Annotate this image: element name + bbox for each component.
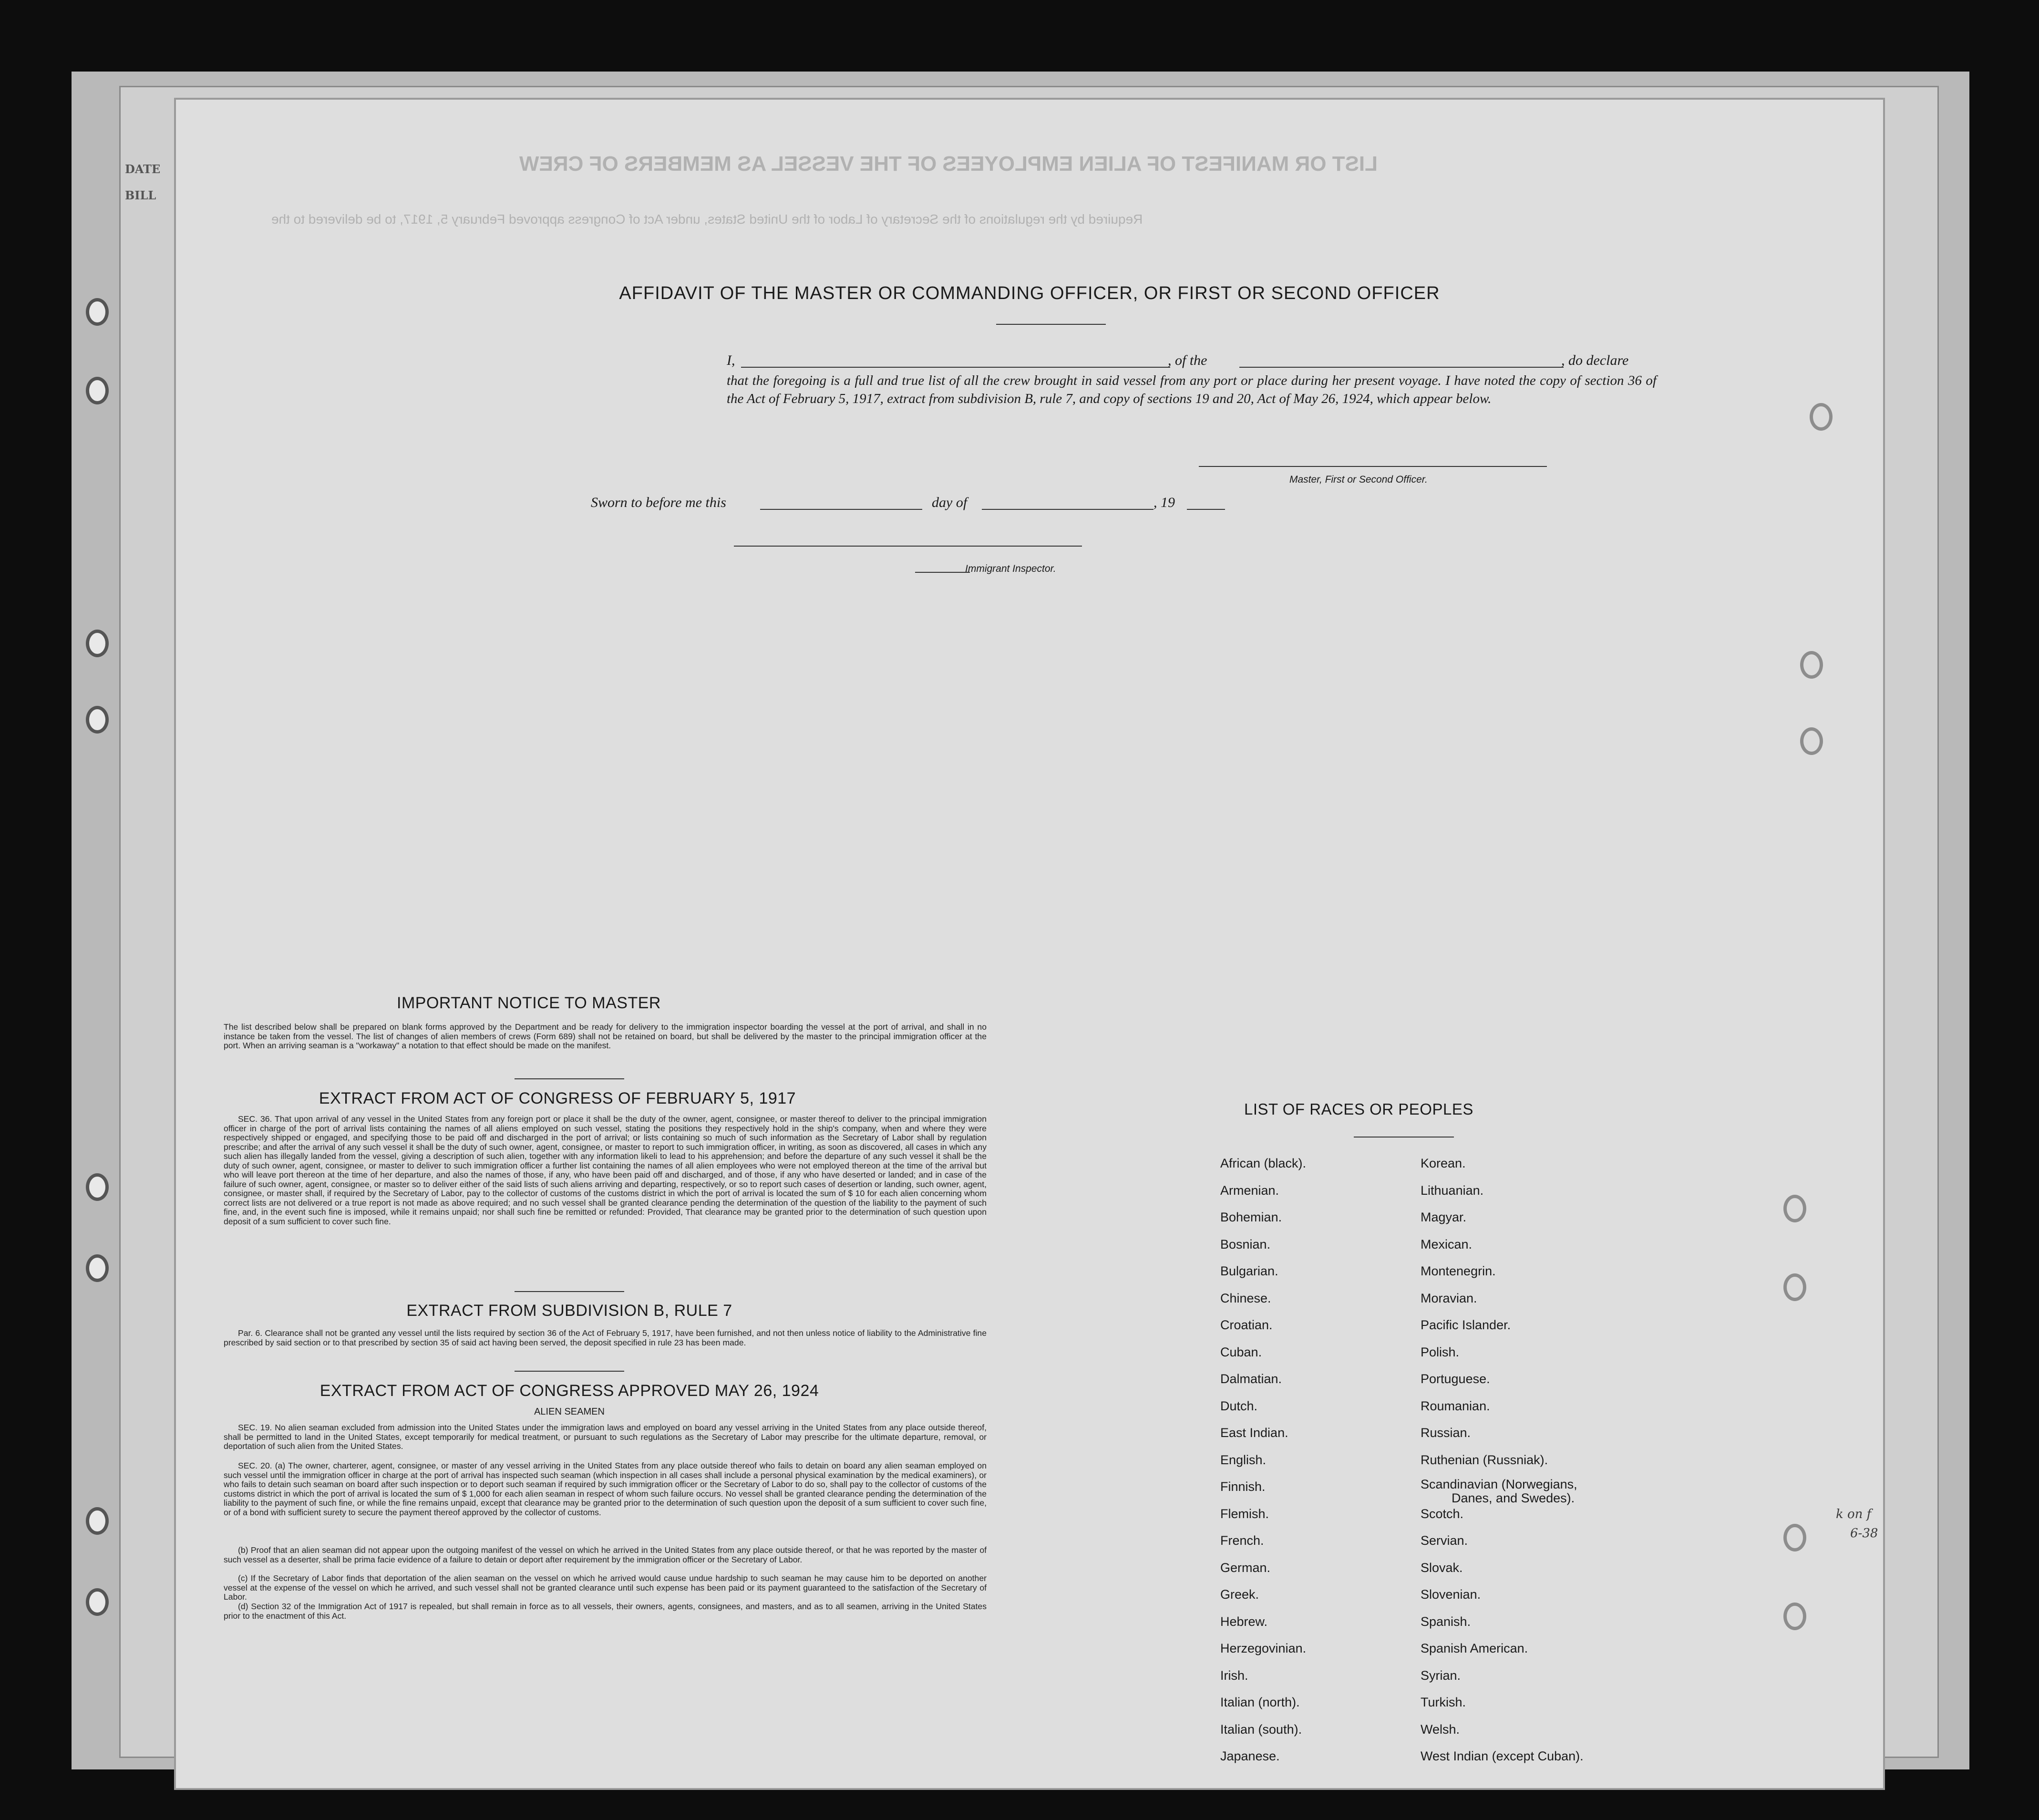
sworn-year-field[interactable] [1187, 509, 1225, 510]
race-item: Finnish. [1220, 1479, 1266, 1494]
race-item: West Indian (except Cuban). [1421, 1749, 1584, 1763]
binder-hole [1783, 1603, 1806, 1630]
race-item-continuation: Danes, and Swedes). [1452, 1491, 1575, 1505]
race-item: Italian (south). [1220, 1722, 1302, 1737]
race-item: Greek. [1220, 1587, 1259, 1602]
binder-hole [86, 706, 109, 734]
race-item: Dalmatian. [1220, 1372, 1282, 1386]
race-item: Roumanian. [1421, 1399, 1490, 1413]
extract-1917-title: EXTRACT FROM ACT OF CONGRESS OF FEBRUARY 5, 1917 [319, 1089, 796, 1107]
binder-hole [1810, 403, 1833, 431]
race-item: Portuguese. [1421, 1372, 1490, 1386]
race-item: Scotch. [1421, 1507, 1464, 1521]
inspector-dash [915, 572, 970, 573]
race-item: Slovak. [1421, 1561, 1463, 1575]
race-item: English. [1220, 1453, 1267, 1467]
left-tab-date: DATE [125, 162, 161, 176]
race-item: Servian. [1421, 1533, 1468, 1548]
race-item: Montenegrin. [1421, 1264, 1496, 1278]
sec-20c-text: (c) If the Secretary of Labor finds that deportation of the alien seaman on the vessel on which he arrived would cause undue hardship to such seaman he may cause him to be deported on another vessel at the expense of the vessel on which he arrived, and such vessel shall not be granted clearance until such expense has been paid or its payment guaranteed to the satisfaction of the Secretary of Labor. [224, 1573, 987, 1602]
extract-1917-divider [515, 1291, 624, 1292]
binder-hole [86, 1588, 109, 1616]
affidavit-page [174, 98, 1885, 1790]
master-signature-label: Master, First or Second Officer. [1289, 474, 1428, 485]
inspector-label: Immigrant Inspector. [965, 563, 1056, 574]
extract-rule7-title: EXTRACT FROM SUBDIVISION B, RULE 7 [406, 1302, 732, 1320]
race-item: Turkish. [1421, 1695, 1466, 1709]
binder-hole [86, 630, 109, 657]
binder-hole [86, 1254, 109, 1282]
left-tab-bill: BILL [125, 188, 156, 202]
race-item: Lithuanian. [1421, 1183, 1484, 1198]
bleed-through-subheader: Required by the regulations of the Secretary of Labor of the United States, under Act of Congress approved February 5, 1917, to be delivered to the [271, 212, 1143, 227]
race-item: Japanese. [1220, 1749, 1280, 1763]
race-item: Moravian. [1421, 1291, 1477, 1305]
race-item: Magyar. [1421, 1210, 1467, 1224]
year-prefix: , 19 [1153, 495, 1175, 510]
races-divider [1354, 1137, 1454, 1138]
race-item: French. [1220, 1533, 1264, 1548]
race-item: Ruthenian (Russniak). [1421, 1453, 1548, 1467]
race-item: Pacific Islander. [1421, 1318, 1511, 1332]
vessel-name-field[interactable] [1239, 367, 1564, 368]
binder-hole [1800, 651, 1823, 679]
binder-hole [1783, 1273, 1806, 1301]
races-title: LIST OF RACES OR PEOPLES [1244, 1100, 1473, 1118]
race-item: Russian. [1421, 1426, 1471, 1440]
sworn-day-field[interactable] [760, 509, 922, 510]
race-item: Dutch. [1220, 1399, 1258, 1413]
race-item: Spanish American. [1421, 1641, 1528, 1655]
race-item: Slovenian. [1421, 1587, 1481, 1602]
notice-title: IMPORTANT NOTICE TO MASTER [397, 994, 661, 1012]
day-of-text: day of [932, 495, 968, 510]
extract-rule7-divider [515, 1371, 624, 1372]
notice-divider [515, 1078, 624, 1079]
race-item: Scandinavian (Norwegians, [1421, 1477, 1577, 1491]
race-item: Flemish. [1220, 1507, 1269, 1521]
race-item: Mexican. [1421, 1237, 1473, 1251]
sec-20d-text: (d) Section 32 of the Immigration Act of 1917 is repealed, but shall remain in force as to all vessels, their owners, agents, consignees, and masters, and as to all seamen, arriving in the United States prior to the enactment of this Act. [224, 1602, 987, 1621]
race-item: East Indian. [1220, 1426, 1288, 1440]
binder-hole [86, 377, 109, 404]
extract-1917-body: SEC. 36. That upon arrival of any vessel in the United States from any foreign port or place it shall be the duty of the owner, agent, consignee, or master thereof to deliver to the principal immigration officer in charge of the port of arrival lists containing the names of all aliens employed on such vessel, stating the positions they respectively hold in the ship's company, when and where they were respectively shipped or engaged, and specifying those to be paid off and discharged in the port of arrival; or lists containing so much of such information as the Secretary of Labor shall by regulation prescribe; and after the arrival of any such vessel it shall be the duty of such owner, agent, consignee, or master to report to such immigration officer, in writing, as soon as discovered, all cases in which any such alien has illegally landed from the vessel, giving a description of such alien, together with any information likeli to lead to his apprehension; and before the departure of any such vessel it shall be the duty of such owner, agent, consignee, or master to deliver to such immigration officer a further list containing the names of all alien employees who were not employed thereon at the time of the arrival but who will leave port thereon at the time of her departure, and also the names of those, if any, who have been paid off and discharged, and of those, if any who have deserted or landed; and in case of the failure of such owner, agent, consignee, or master so to deliver either of the said lists of such aliens arriving and departing, respectively, or so to report such cases of desertion or landing, such owner, agent, consignee, or master shall, if required by the Secretary of Labor, pay to the collector of customs of the customs district in which the port of arrival is located the sum of $ 10 for each alien concerning whom correct lists are not delivered or a true report is not made as above required; and no such vessel shall be granted clearance pending the determination of the question of the liability to the payment of such fine, and, in the event such fine is imposed, while it remains unpaid; nor shall such fine be remitted or refunded: Provided, That clearance may be granted prior to the determination of such question upon deposit of a sum sufficient to cover such fine. [224, 1114, 987, 1226]
race-item: Armenian. [1220, 1183, 1279, 1198]
extract-rule7-body: Par. 6. Clearance shall not be granted any vessel until the lists required by section 36 of the Act of February 5, 1917, have been furnished, and not then unless notice of liability to the Administrative fine prescribed by said section or to that prescribed by section 35 of said act having been served, the deposit specified in rule 23 has been made. [224, 1328, 987, 1347]
race-item: Italian (north). [1220, 1695, 1300, 1709]
extract-1924-subtitle: ALIEN SEAMEN [534, 1406, 605, 1417]
race-item: Hebrew. [1220, 1614, 1268, 1629]
inspector-signature-line[interactable] [734, 546, 1082, 547]
sec-19-text: SEC. 19. No alien seaman excluded from admission into the United States under the immigration laws and employed on board any vessel arriving in the United States from any place outside thereof, shall be permitted to land in the United States, except temporarily for medical treatment, or pursuant to such regulations as the Secretary of Labor may prescribe for the ultimate departure, removal, or deportation of such alien from the United States. [224, 1423, 987, 1451]
race-item: Bulgarian. [1220, 1264, 1278, 1278]
sworn-month-field[interactable] [982, 509, 1153, 510]
race-item: Chinese. [1220, 1291, 1271, 1305]
declaration-text: that the foregoing is a full and true list of all the crew brought in said vessel from any port or place during her present voyage. I have noted the copy of section 36 of the Act of February 5, 1917, extract from subdivision B, rule 7, and copy of sections 19 and 20, Act of May 26, 1924, which appear below. [727, 373, 1657, 406]
race-item: Polish. [1421, 1345, 1460, 1359]
notice-body: The list described below shall be prepared on blank forms approved by the Department and be ready for delivery to the immigration inspector boarding the vessel at the port of arrival, and shall in no instance be taken from the vessel. The list of changes of alien members of crews (Form 689) shall not be retained on board, but shall be delivered by the master to the principal immigration officer at the port. When an arriving seaman is a "workaway" a notation to that effect should be made on the manifest. [224, 1022, 987, 1050]
binder-hole [1800, 727, 1823, 755]
declarant-name-field[interactable] [741, 367, 1170, 368]
handwritten-note: k on f [1836, 1507, 1872, 1521]
race-item: Spanish. [1421, 1614, 1471, 1629]
race-item: Bohemian. [1220, 1210, 1282, 1224]
binder-hole [86, 298, 109, 326]
race-item: Korean. [1421, 1156, 1466, 1170]
extract-1924-title: EXTRACT FROM ACT OF CONGRESS APPROVED MAY 26, 1924 [319, 1382, 819, 1400]
binder-hole [1783, 1195, 1806, 1222]
race-item: Welsh. [1421, 1722, 1460, 1737]
declarant-prefix: I, [727, 352, 735, 368]
race-item: Croatian. [1220, 1318, 1273, 1332]
race-item: Syrian. [1421, 1668, 1461, 1683]
affidavit-title: AFFIDAVIT OF THE MASTER OR COMMANDING OFFICER, OR FIRST OR SECOND OFFICER [619, 283, 1440, 303]
race-item: Bosnian. [1220, 1237, 1271, 1251]
binder-hole [86, 1507, 109, 1535]
race-item: Herzegovinian. [1220, 1641, 1307, 1655]
do-declare-text: , do declare [1561, 352, 1629, 368]
master-signature-line[interactable] [1199, 466, 1547, 467]
handwritten-note: 6-38 [1850, 1526, 1878, 1541]
sworn-text: Sworn to before me this [591, 495, 726, 510]
sec-20a-text: SEC. 20. (a) The owner, charterer, agent, consignee, or master of any vessel arriving in the United States from any place outside thereof who fails to detain on board any alien seaman employed on such vessel until the immigration officer in charge at the port of arrival has inspected such seaman (which inspection in all cases shall include a personal physical examination by the medical examiners), or who fails to detain such seaman on board after such inspection or to deport such seaman if required by such immigration officer or the Secretary of Labor to do so, shall pay to the collector of customs of the customs district in which the port of arrival is located the sum of $ 1,000 for each alien seaman in respect of whom such failure occurs. No vessel shall be granted clearance pending the determination of the liability to the payment of such fine, or while the fine remains unpaid, except that clearance may be granted prior to the determination of such question upon the deposit of a sum sufficient to cover such fine, or of a bond with sufficient surety to secure the payment thereof approved by the collector of customs. [224, 1461, 987, 1517]
bleed-through-header: LIST OR MANIFEST OF ALIEN EMPLOYEES OF THE VESSEL AS MEMBERS OF CREW [519, 152, 1378, 176]
race-item: Cuban. [1220, 1345, 1262, 1359]
race-item: African (black). [1220, 1156, 1307, 1170]
sec-20b-text: (b) Proof that an alien seaman did not appear upon the outgoing manifest of the vessel on which he arrived in the United States from any place outside thereof, or that he was reported by the master of such vessel as a deserter, shall be prima facie evidence of a failure to detain or deport after requirement by the immigration officer or the Secretary of Labor. [224, 1545, 987, 1564]
race-item: Irish. [1220, 1668, 1248, 1683]
race-item: German. [1220, 1561, 1271, 1575]
of-the-text: , of the [1168, 352, 1207, 368]
binder-hole [86, 1173, 109, 1201]
title-divider [996, 324, 1106, 325]
binder-hole [1783, 1524, 1806, 1551]
